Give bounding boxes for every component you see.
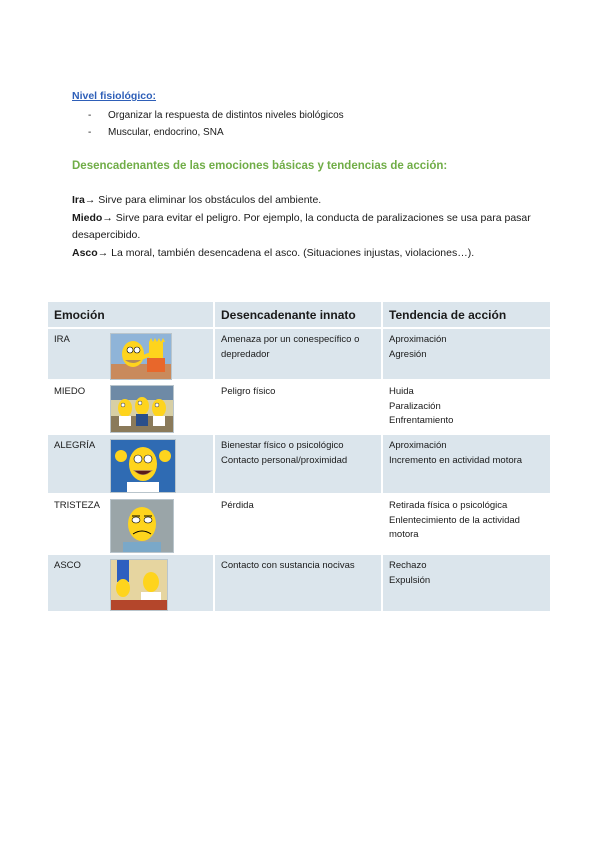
list-item: - Organizar la respuesta de distintos niveles biológicos [88, 110, 344, 121]
section-title-desencadenantes: Desencadenantes de las emociones básicas y tendencias de acción: [72, 160, 448, 172]
emotion-label: MIEDO [54, 386, 86, 397]
table-row: TRISTEZA Pérdida Retirada física o psicológica Enlentecimiento de la actividad motora [48, 494, 550, 554]
header-tendencia: Tendencia de acción [382, 302, 550, 328]
definition-ira: Ira→ Sirve para eliminar los obstáculos del ambiente. [72, 194, 322, 206]
emotion-label: TRISTEZA [54, 500, 100, 511]
disgusted-simpsons-image [110, 559, 168, 611]
bullet-list [88, 107, 344, 141]
list-item: - Muscular, endocrino, SNA [88, 127, 224, 138]
table-row: IRA Amenaza por un conespecífico o depredador Aproximación Agresión [48, 328, 550, 380]
emotion-label: ASCO [54, 560, 81, 571]
table-header-row [48, 302, 550, 328]
emotions-table [48, 302, 550, 613]
header-emocion: Emoción [48, 302, 214, 328]
emotion-label: ALEGRÍA [54, 440, 96, 451]
definitions [72, 192, 542, 262]
emotion-label: IRA [54, 334, 70, 345]
header-desencadenante: Desencadenante innato [214, 302, 382, 328]
table-row: MIEDO Peligro físico Huida Paralización Enfrentamiento [48, 380, 550, 434]
sad-homer-image [110, 499, 174, 553]
homer-strangling-bart-image [110, 333, 172, 380]
table-row: ALEGRÍA Bienestar físico o psicológico Contacto personal/proximidad Aproximación Incremento en actividad motora [48, 434, 550, 494]
definition-miedo: Miedo→ Sirve para evitar el peligro. Por ejemplo, la conducta de paralizaciones se usa para pasar desapercibido. [72, 211, 531, 241]
scared-simpsons-image [110, 385, 174, 433]
happy-homer-image [110, 439, 176, 493]
section-title-nivel-fisiologico: Nivel fisiológico: [72, 90, 157, 102]
table-row: ASCO Contacto con sustancia nocivas Rechazo Expulsión [48, 554, 550, 612]
definition-asco: Asco→ La moral, también desencadena el asco. (Situaciones injustas, violaciones…). [72, 246, 475, 259]
